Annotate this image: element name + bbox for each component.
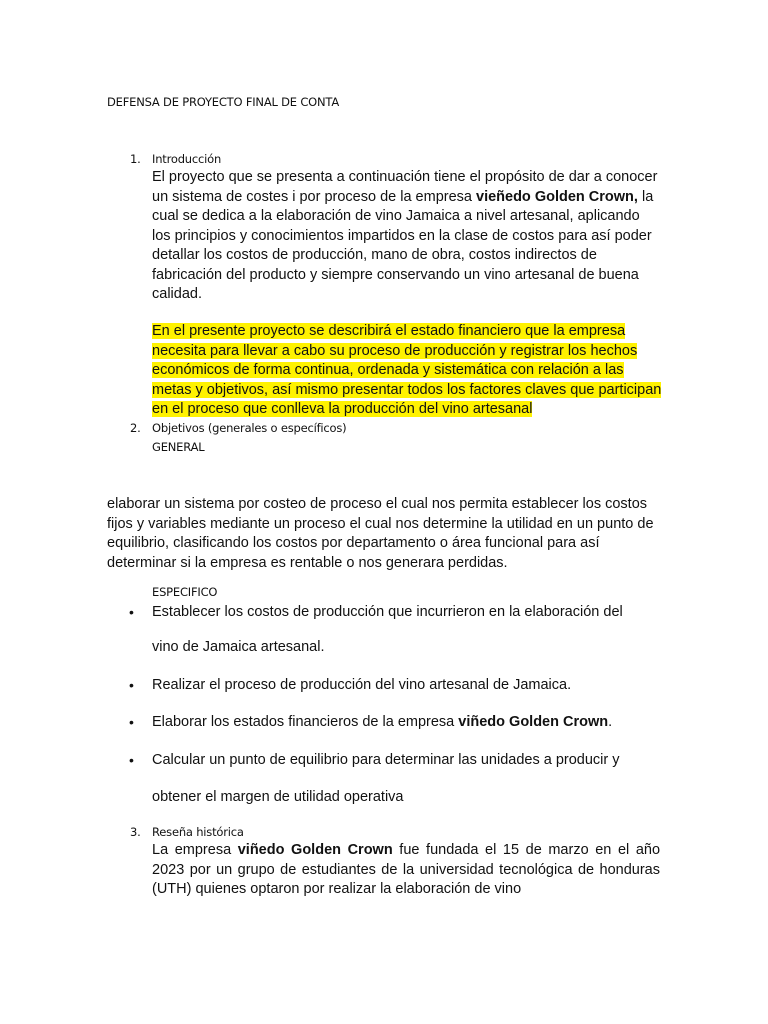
section-title: Introducción [152, 152, 222, 166]
general-label: GENERAL [152, 440, 205, 454]
section-number: 1. [130, 152, 141, 166]
highlighted-text: En el presente proyecto se describirá el estado financiero que la empresa necesita para llevar a cabo su proceso de producción y registrar los hechos económicos de forma continua, ordenada y sistemática con relación a las metas y objetivos, así mismo presentar todos los factores claves que participan en el proceso que conlleva la producción del vino artesanal [152, 323, 662, 417]
section-heading-introduccion [130, 152, 221, 166]
document-title: DEFENSA DE PROYECTO FINAL DE CONTA [107, 95, 340, 109]
bullet-icon: • [129, 714, 134, 730]
section-heading-resena [130, 825, 244, 839]
bullet-icon: • [129, 604, 134, 620]
list-item-continuation: obtener el margen de utilidad operativa [152, 789, 404, 805]
section-heading-objetivos [130, 421, 346, 435]
general-objective-paragraph: elaborar un sistema por costeo de proceso el cual nos permita establecer los costos fijos y variables mediante un proceso el cual nos determine la utilidad en un punto de equilibrio, clasificando los costos por departamento o área funcional para así determinar si la empresa es rentable o nos generara perdidas. [107, 496, 654, 571]
intro-paragraph [152, 168, 662, 305]
list-item-continuation: vino de Jamaica artesanal. [152, 639, 325, 655]
list-item-text [152, 713, 662, 732]
history-text-part: fue fundada el 15 de marzo en el año 2023 por un grupo de estudiantes de la universidad tecnológica de honduras (UTH) quienes optaron por realizar la elaboración de vino [152, 842, 661, 897]
company-name-bold: vieñedo Golden Crown, [476, 188, 638, 205]
section-number: 3. [130, 825, 141, 839]
list-item-text: Calcular un punto de equilibrio para determinar las unidades a producir y [152, 752, 620, 768]
intro-text-part: El proyecto que se presenta a continuación tiene el propósito de dar a conocer un sistema de costes i por proceso de la empresa [152, 169, 658, 205]
bullet-icon: • [129, 677, 134, 693]
company-name-bold: viñedo Golden Crown [237, 842, 393, 858]
list-item-text: Establecer los costos de producción que incurrieron en la elaboración del [152, 604, 623, 620]
section-title: Reseña histórica [152, 825, 244, 839]
list-item-text: Realizar el proceso de producción del vino artesanal de Jamaica. [152, 677, 572, 693]
history-paragraph [152, 841, 660, 900]
bullet-icon: • [129, 752, 134, 768]
section-number: 2. [130, 421, 141, 435]
specific-label: ESPECIFICO [152, 585, 218, 599]
intro-text-part: la cual se dedica a la elaboración de vino Jamaica a nivel artesanal, aplicando los principios y conocimientos impartidos en la clase de costos para así poder detallar los costos de producción, mano de obra, costos indirectos de fabricación del producto y siempre conservando un vino artesanal de buena calidad. [152, 188, 654, 302]
section-title: Objetivos (generales o específicos) [152, 421, 347, 435]
company-name-bold: viñedo Golden Crown [458, 714, 609, 730]
highlighted-paragraph [152, 322, 662, 420]
list-text-part: Elaborar los estados financieros de la empresa [152, 714, 459, 730]
list-text-part: . [608, 714, 613, 730]
history-text-part: La empresa [152, 842, 238, 858]
